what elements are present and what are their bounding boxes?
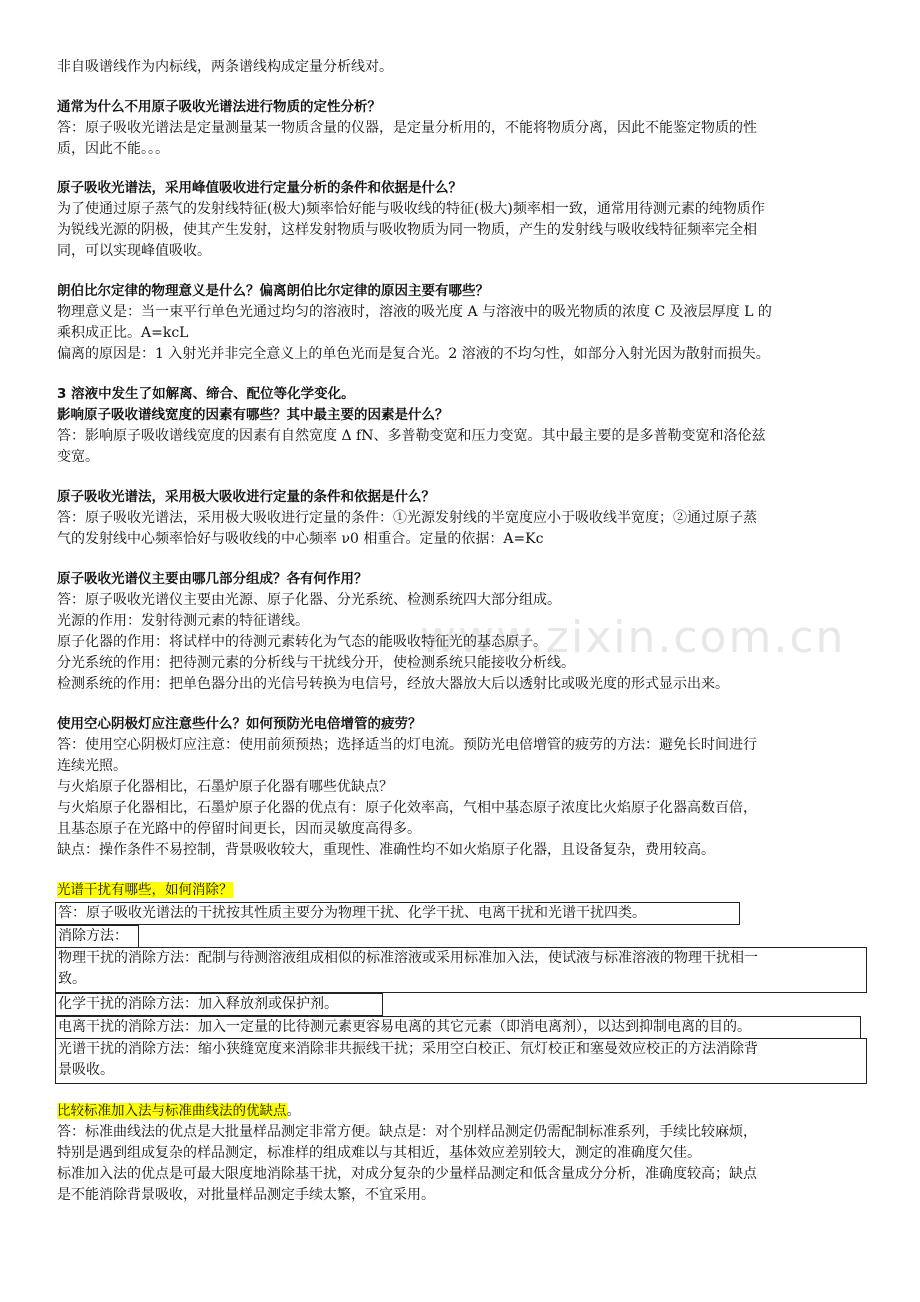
- question-heading: 原子吸收光谱法，采用峰值吸收进行定量分析的条件和依据是什么？: [57, 180, 462, 196]
- text-line: 非自吸谱线作为内标线，两条谱线构成定量分析线对。: [57, 59, 393, 75]
- question-heading: 影响原子吸收谱线宽度的因素有哪些？其中最主要的因素是什么？: [57, 407, 449, 423]
- answer-line: 光源的作用：发射待测元素的特征谱线。: [57, 613, 309, 629]
- boxed-line: 答：原子吸收光谱法的干扰按其性质主要分为物理干扰、化学干扰、电离干扰和光谱干扰四类。: [55, 902, 740, 925]
- boxed-block: [55, 1038, 867, 1084]
- answer-line: 同，可以实现峰值吸收。: [57, 243, 211, 259]
- answer-line: 答：使用空心阴极灯应注意：使用前须预热；选择适当的灯电流。预防光电倍增管的疲劳的方法：避免长时间进行: [57, 737, 757, 753]
- answer-line: 气的发射线中心频率恰好与吸收线的中心频率 ν0 相重合。定量的依据：A=Kc: [57, 531, 544, 547]
- boxed-line: 致。: [58, 971, 86, 987]
- answer-line: 且基态原子在光路中的停留时间更长，因而灵敏度高得多。: [57, 821, 421, 837]
- answer-line: 答：影响原子吸收谱线宽度的因素有自然宽度 Δ fN、多普勒变宽和压力变宽。其中最主要的是多普勒变宽和洛伦兹: [57, 428, 766, 444]
- answer-line: 是不能消除背景吸收，对批量样品测定手续太繁，不宜采用。: [57, 1187, 435, 1203]
- highlighted-question: [57, 1101, 867, 1122]
- answer-line: 与火焰原子化器相比，石墨炉原子化器有哪些优缺点？: [57, 779, 393, 795]
- answer-line: 乘积成正比。A=kcL: [57, 325, 189, 341]
- boxed-line: 光谱干扰的消除方法：缩小狭缝宽度来消除非共振线干扰；采用空白校正、氘灯校正和塞曼效应校正的方法消除背: [58, 1041, 758, 1057]
- boxed-line: 消除方法：: [55, 925, 139, 948]
- answer-line: 检测系统的作用：把单色器分出的光信号转换为电信号，经放大器放大后以透射比或吸光度的形式显示出来。: [57, 676, 729, 692]
- answer-line: 为了使通过原子蒸气的发射线特征(极大)频率恰好能与吸收线的特征(极大)频率相一致，通常用待测元素的纯物质作: [57, 201, 765, 217]
- answer-line: 标准加入法的优点是可最大限度地消除基干扰，对成分复杂的少量样品测定和低含量成分分析，准确度较高；缺点: [57, 1166, 757, 1182]
- answer-line: 分光系统的作用：把待测元素的分析线与干扰线分开，使检测系统只能接收分析线。: [57, 655, 575, 671]
- answer-line: 特别是遇到组成复杂的样品测定，标准样的组成难以与其相近，基体效应差别较大，测定的准确度欠佳。: [57, 1145, 701, 1161]
- question-heading: 使用空心阴极灯应注意些什么？如何预防光电倍增管的疲劳？: [57, 716, 422, 732]
- answer-line: 连续光照。: [57, 758, 127, 774]
- question-heading: 原子吸收光谱仪主要由哪几部分组成？各有何作用？: [57, 571, 368, 587]
- boxed-line: 景吸收。: [58, 1062, 114, 1078]
- question-heading: 通常为什么不用原子吸收光谱法进行物质的定性分析？: [57, 99, 381, 115]
- boxed-line: 化学干扰的消除方法：加入释放剂或保护剂。: [55, 993, 383, 1016]
- answer-line: 答：原子吸收光谱法，采用极大吸收进行定量的条件：①光源发射线的半宽度应小于吸收线半宽度；②通过原子蒸: [57, 510, 757, 526]
- watermark: www.zixin.com.cn: [420, 612, 846, 663]
- answer-line: 物理意义是：当一束平行单色光通过均匀的溶液时，溶液的吸光度 A 与溶液中的吸光物质的浓度 C 及液层厚度 L 的: [57, 304, 772, 320]
- answer-line: 原子化器的作用：将试样中的待测元素转化为气态的能吸收特征光的基态原子。: [57, 634, 547, 650]
- answer-line: 答：原子吸收光谱法是定量测量某一物质含量的仪器，是定量分析用的，不能将物质分离，因此不能鉴定物质的性: [57, 120, 757, 136]
- highlighted-question: [57, 880, 867, 901]
- answer-line: 缺点：操作条件不易控制，背景吸收较大，重现性、准确性均不如火焰原子化器，且设备复杂，费用较高。: [57, 842, 715, 858]
- answer-line: 答：标准曲线法的优点是大批量样品测定非常方便。缺点是：对个别样品测定仍需配制标准系列，手续比较麻烦，: [57, 1124, 757, 1140]
- question-heading: 朗伯比尔定律的物理意义是什么？偏离朗伯比尔定律的原因主要有哪些？: [57, 283, 489, 299]
- period: 。: [286, 1103, 301, 1119]
- highlight-text: 比较标准加入法与标准曲线法的优缺点: [57, 1103, 287, 1119]
- boxed-line: 物理干扰的消除方法：配制与待测溶液组成相似的标准溶液或采用标准加入法，使试液与标准溶液的物理干扰相一: [58, 950, 758, 966]
- highlight-text: 光谱干扰有哪些，如何消除？: [57, 882, 233, 898]
- question-heading: 原子吸收光谱法，采用极大吸收进行定量的条件和依据是什么？: [57, 489, 435, 505]
- answer-line: 与火焰原子化器相比，石墨炉原子化器的优点有：原子化效率高，气相中基态原子浓度比火焰原子化器高数百倍，: [57, 800, 757, 816]
- boxed-line: 电离干扰的消除方法：加入一定量的比待测元素更容易电离的其它元素（即消电离剂），以达到抑制电离的目的。: [55, 1016, 861, 1039]
- answer-line: 答：原子吸收光谱仪主要由光源、原子化器、分光系统、检测系统四大部分组成。: [57, 592, 561, 608]
- answer-line: 变宽。: [57, 449, 99, 465]
- answer-line: 为锐线光源的阴极，使其产生发射，这样发射物质与吸收物质为同一物质，产生的发射线与吸收线特征频率完全相: [57, 222, 757, 238]
- boxed-block: [55, 947, 867, 993]
- answer-line: 3 溶液中发生了如解离、缔合、配位等化学变化。: [57, 386, 355, 402]
- answer-line: 质，因此不能。。。: [57, 141, 169, 157]
- answer-line: 偏离的原因是：1 入射光并非完全意义上的单色光而是复合光。2 溶液的不均匀性，如部分入射光因为散射而损失。: [57, 346, 770, 362]
